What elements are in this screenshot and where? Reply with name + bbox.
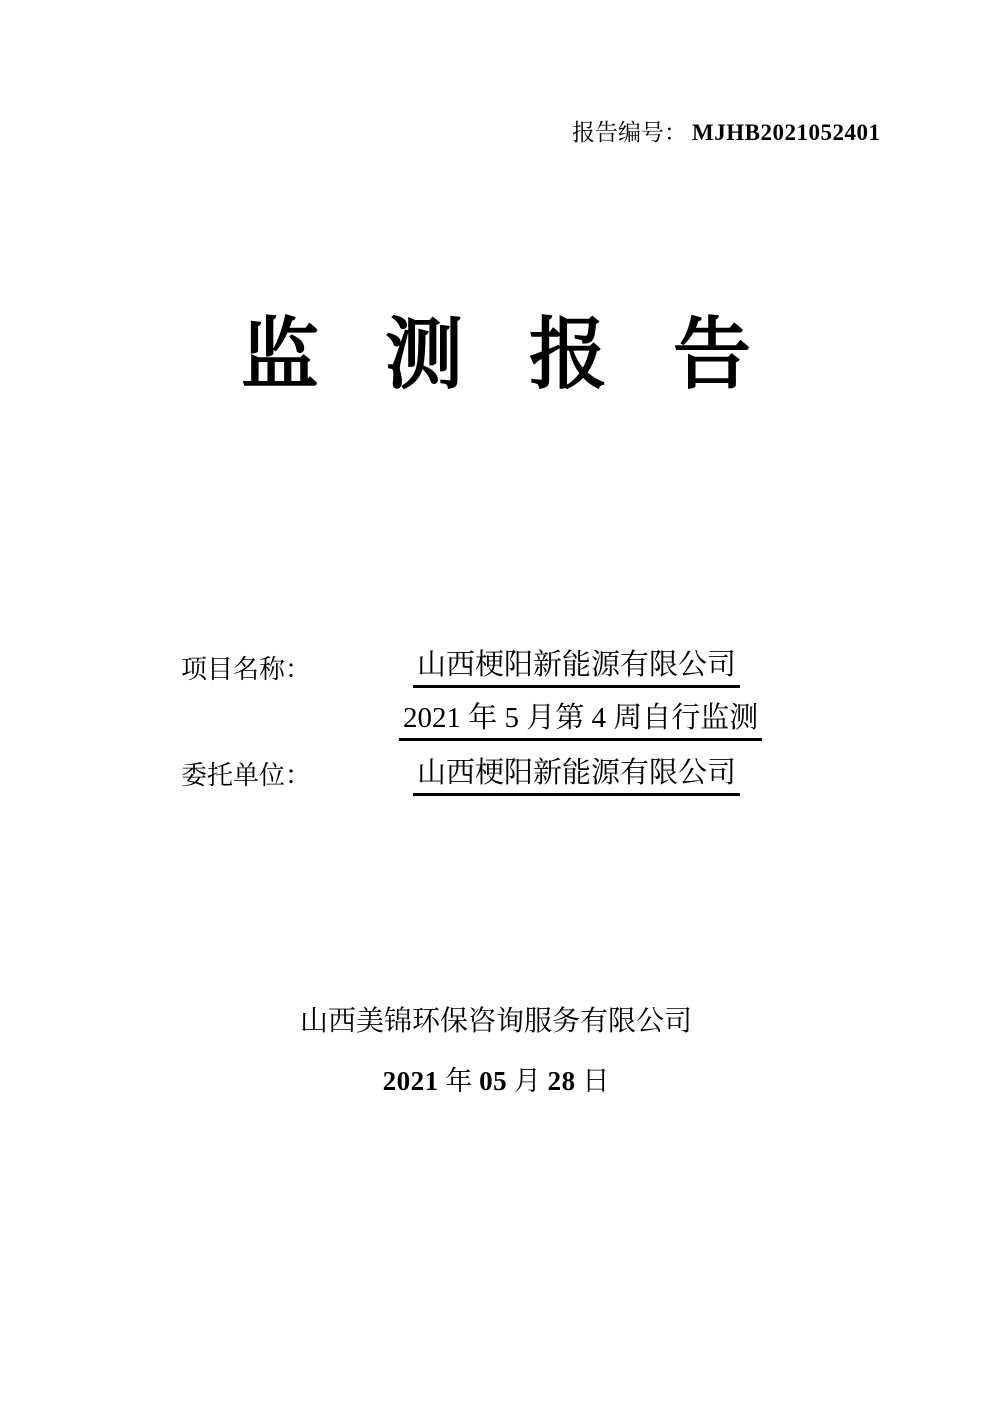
issue-date-month-unit: 月 (513, 1066, 541, 1096)
report-number-value: MJHB2021052401 (692, 120, 881, 145)
issue-date-day: 28 (547, 1066, 576, 1096)
issue-date-month: 05 (479, 1066, 508, 1096)
client-unit-label: 委托单位： (181, 761, 312, 790)
document-title-char-1: 监 (240, 311, 319, 398)
project-name-value-line1: 山西梗阳新能源有限公司 (413, 648, 740, 688)
document-title-char-2: 测 (384, 311, 463, 398)
document-title-char-3: 报 (529, 311, 608, 398)
issue-date-day-unit: 日 (582, 1066, 610, 1096)
document-title (0, 311, 992, 398)
issue-date-year-unit: 年 (445, 1066, 473, 1096)
report-number-line (572, 119, 880, 147)
issue-date (0, 1065, 992, 1097)
report-number-label: 报告编号： (572, 120, 687, 145)
document-title-char-4: 告 (673, 311, 752, 398)
issuing-company-name: 山西美锦环保咨询服务有限公司 (299, 1006, 692, 1037)
project-name-label: 项目名称： (181, 655, 312, 684)
client-unit-value: 山西梗阳新能源有限公司 (413, 756, 740, 796)
issue-date-year: 2021 (382, 1066, 439, 1096)
project-name-value-line2: 2021 年 5 月第 4 周自行监测 (399, 701, 762, 741)
